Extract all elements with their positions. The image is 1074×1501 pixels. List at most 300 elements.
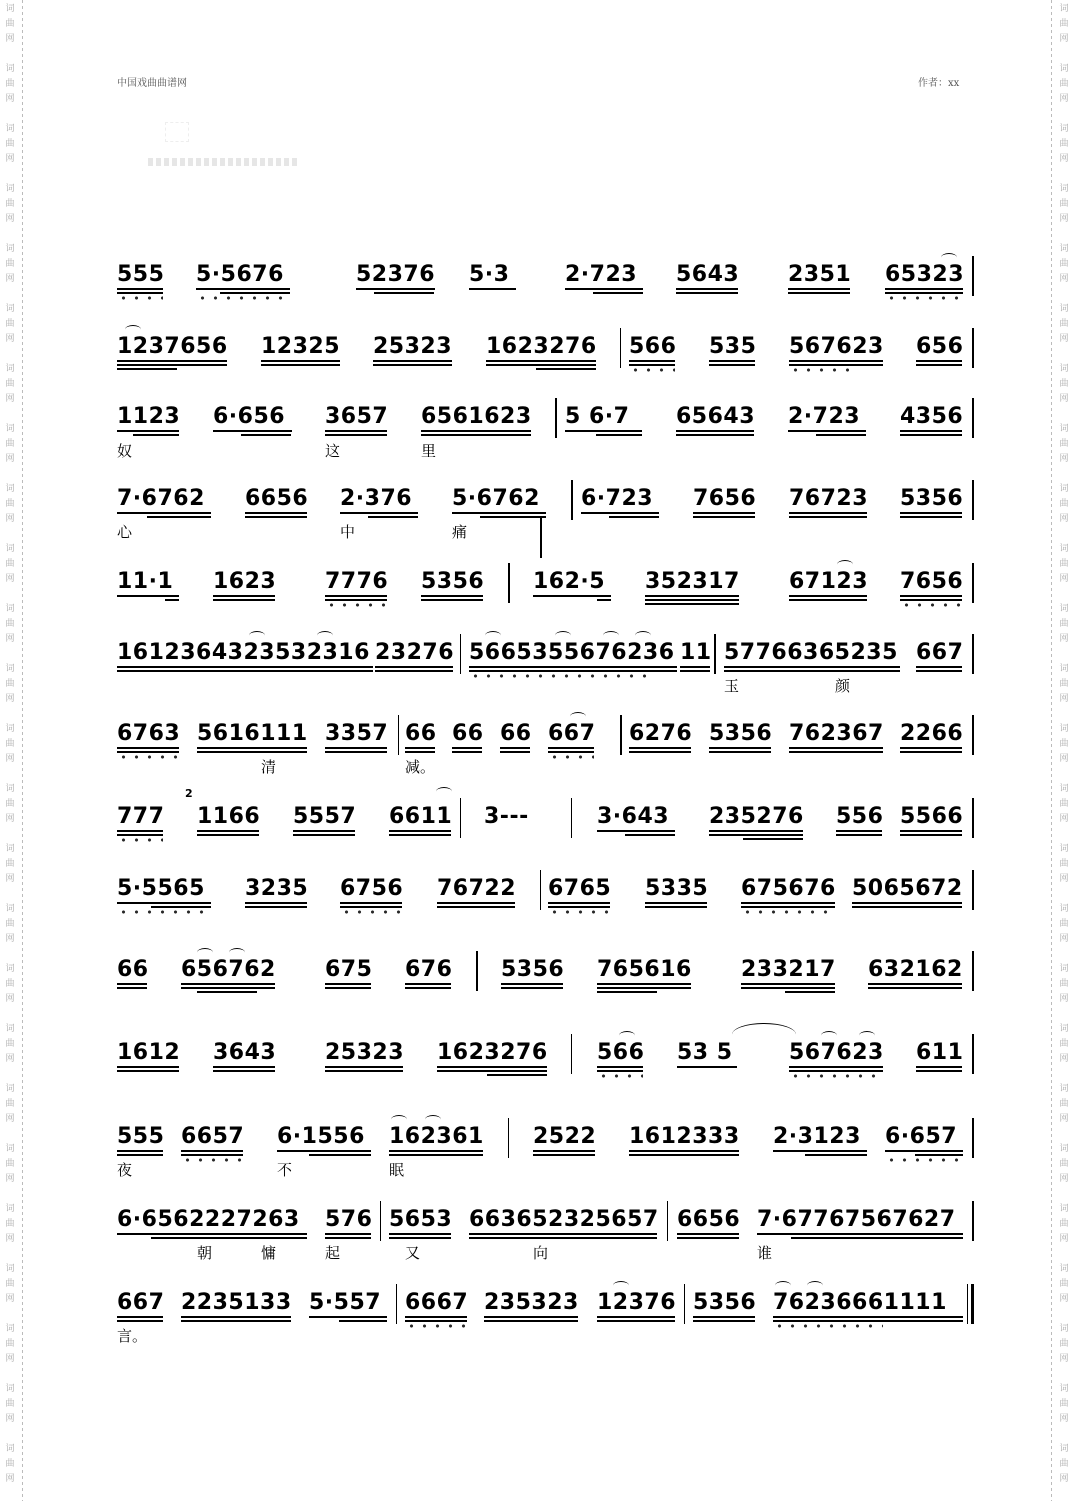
watermark-char: 词 [1059,1384,1069,1394]
final-bar-thin [967,1284,968,1324]
lyric: 又 [405,1244,421,1262]
watermark-char: 曲 [5,799,15,809]
note-digits: 76722 [437,876,517,901]
note-digits: 656762 [181,957,276,982]
bar-line [620,328,621,368]
lyric: 清 [261,758,277,776]
watermark-char: 网 [1059,754,1069,764]
note-digits: 5653 [389,1207,453,1232]
watermark-char: 曲 [5,1339,15,1349]
note-digits: 162·5 [533,569,606,594]
note-group [245,876,308,902]
watermark-char: 词 [1059,64,1069,74]
note-digits: 7·6762 [117,486,205,511]
watermark-char: 曲 [5,139,15,149]
note-group [325,569,388,595]
lyric: 起 [325,1244,341,1262]
watermark-char: 词 [5,1204,15,1214]
note-digits: 233217 [741,957,836,982]
note-group [916,334,963,360]
watermark-char: 词 [1059,904,1069,914]
bar-line [972,634,974,674]
note-group [900,486,963,512]
note-digits: 3--- [484,804,529,829]
note-group [213,1040,276,1066]
note-digits: 555 [117,1124,165,1149]
note-digits: 1623276 [437,1040,548,1065]
note-digits: 352317 [645,569,740,594]
watermark-char: 网 [1059,874,1069,884]
note-digits: 2·723 [565,262,638,287]
note-group [741,876,836,902]
note-group [629,334,676,360]
watermark-char: 网 [5,1114,15,1124]
note-group [117,486,205,512]
note-group [325,404,388,430]
watermark-char: 曲 [1059,619,1069,629]
watermark-char: 网 [1059,1474,1069,1484]
watermark-char: 网 [5,334,15,344]
watermark-char: 词 [5,424,15,434]
watermark-char: 曲 [1059,259,1069,269]
watermark-char: 曲 [5,319,15,329]
watermark-char: 网 [5,94,15,104]
watermark-char: 曲 [1059,19,1069,29]
note-group [677,1040,733,1066]
watermark-char: 网 [1059,214,1069,224]
note-group [325,957,372,983]
note-digits: 6·6562227263 [117,1207,300,1232]
watermark-char: 词 [5,484,15,494]
bar-line [571,1034,572,1074]
note-group [405,957,452,983]
note-group [676,262,739,288]
watermark-char: 网 [5,1354,15,1364]
watermark-char: 网 [1059,994,1069,1004]
note-group [117,1124,164,1150]
note-group [452,721,484,747]
watermark-char: 词 [1059,244,1069,254]
lyric: 不 [277,1161,293,1179]
note-group [245,486,308,512]
watermark-char: 网 [5,1174,15,1184]
note-digits: 6657 [181,1124,245,1149]
lyric: 这 [325,442,341,460]
note-digits: 656 [916,334,964,359]
note-group [900,804,963,830]
score-row-10 [0,957,1074,1037]
watermark-char: 词 [1059,1024,1069,1034]
score-row-13 [0,1207,1074,1287]
note-group [789,721,884,747]
score-row-12 [0,1124,1074,1204]
watermark-char: 网 [5,1474,15,1484]
note-digits: 576 [325,1207,373,1232]
watermark-char: 词 [5,604,15,614]
note-group [693,486,756,512]
note-group [356,262,435,288]
note-group [788,404,860,430]
note-digits: 3643 [213,1040,277,1065]
note-digits: 6763 [117,721,181,746]
score-row-14 [0,1290,1074,1370]
score-row-4 [0,486,1074,566]
watermark-char: 词 [1059,724,1069,734]
note-group [565,262,637,288]
note-digits: 66 [500,721,532,746]
note-digits: 6·1556 [277,1124,365,1149]
bar-line [714,634,716,674]
watermark-char: 网 [5,394,15,404]
watermark-char: 曲 [1059,739,1069,749]
bar-line [972,1201,974,1241]
bar-line [380,1201,381,1241]
watermark-char: 网 [5,574,15,584]
watermark-char: 网 [5,454,15,464]
watermark-char: 词 [1059,544,1069,554]
note-group [117,640,370,666]
watermark-char: 词 [5,844,15,854]
note-group [197,804,260,830]
watermark-char: 曲 [5,1219,15,1229]
note-digits: 5356 [501,957,565,982]
note-group [181,957,276,983]
note-digits: 4356 [900,404,964,429]
watermark-char: 词 [1059,304,1069,314]
watermark-char: 词 [5,1084,15,1094]
grace-note: 2 [185,787,193,800]
note-group [533,1124,596,1150]
note-group [484,804,529,830]
watermark-char: 词 [1059,1264,1069,1274]
watermark-char: 曲 [5,499,15,509]
watermark-char: 网 [1059,814,1069,824]
note-digits: 1623276 [486,334,597,359]
watermark-char: 曲 [5,1459,15,1469]
note-digits: 1166 [197,804,261,829]
note-group [500,721,532,747]
note-group [597,957,692,983]
watermark-char: 网 [5,274,15,284]
watermark-char: 网 [5,874,15,884]
watermark-char: 词 [5,1384,15,1394]
note-group [789,486,868,512]
note-group [900,721,963,747]
note-digits: 556 [836,804,884,829]
note-digits: 5065672 [852,876,963,901]
note-digits: 23276 [375,640,455,665]
watermark-char: 曲 [1059,799,1069,809]
bar-line [972,951,974,991]
note-digits: 535 [709,334,757,359]
note-digits: 555 [117,262,165,287]
note-group [789,334,884,360]
watermark-char: 网 [1059,514,1069,524]
note-group [852,876,963,902]
note-group [117,262,164,288]
note-group [916,1040,963,1066]
note-digits: 6611 [389,804,453,829]
note-group [325,1207,372,1233]
note-digits: 65323 [885,262,965,287]
lyric: 向 [533,1244,549,1262]
bar-line [396,1284,397,1324]
watermark-char: 网 [1059,1234,1069,1244]
note-digits: 5·557 [309,1290,382,1315]
header-author: 作者：xx [918,78,960,89]
lyric: 朝 [197,1244,213,1262]
note-group [548,721,595,747]
watermark-char: 曲 [1059,1279,1069,1289]
bar-line [684,1284,685,1324]
note-group [597,1290,676,1316]
note-group [452,486,540,512]
note-group [868,957,963,983]
watermark-char: 曲 [5,19,15,29]
note-digits: 1623 [213,569,277,594]
lyric: 奴 [117,442,133,460]
watermark-char: 曲 [1059,79,1069,89]
note-digits: 76236661111 [773,1290,947,1315]
note-group [117,1290,164,1316]
watermark-char: 网 [5,754,15,764]
note-group [197,721,308,747]
watermark-char: 网 [1059,574,1069,584]
score-row-5 [0,569,1074,649]
note-group [741,957,836,983]
note-digits: 3235 [245,876,309,901]
note-group [375,640,454,666]
watermark-char: 词 [1059,424,1069,434]
note-digits: 162361 [389,1124,484,1149]
watermark-char: 词 [1059,844,1069,854]
watermark-char: 词 [5,544,15,554]
note-group [645,876,708,902]
watermark-char: 网 [5,634,15,644]
note-digits: 7·67767567627 [757,1207,956,1232]
watermark-char: 词 [5,964,15,974]
note-digits: 67123 [789,569,869,594]
watermark-char: 曲 [1059,499,1069,509]
watermark-char: 曲 [1059,859,1069,869]
note-digits: 2·376 [340,486,413,511]
note-digits: 1612364323532316 [117,640,370,665]
watermark-char: 网 [1059,94,1069,104]
watermark-char: 曲 [5,559,15,569]
note-digits: 11 [680,640,712,665]
bar-line [620,715,622,755]
watermark-char: 词 [5,1024,15,1034]
watermark-char: 曲 [1059,979,1069,989]
note-digits: 6·657 [885,1124,958,1149]
note-group [469,1207,659,1233]
note-digits: 675 [325,957,373,982]
note-digits: 5557 [293,804,357,829]
note-digits: 53 5 [677,1040,733,1065]
note-group [117,404,180,430]
note-digits: 765616 [597,957,692,982]
watermark-char: 曲 [1059,1039,1069,1049]
watermark-char: 词 [5,724,15,734]
note-digits: 65643 [676,404,756,429]
watermark-char: 词 [5,64,15,74]
note-group [261,334,340,360]
lyric: 慵 [261,1244,277,1262]
note-group [709,804,804,830]
bar-line [508,563,510,603]
note-group [629,721,692,747]
note-digits: 777 [117,804,165,829]
note-group [325,721,388,747]
note-digits: 5·5565 [117,876,205,901]
note-digits: 235323 [484,1290,579,1315]
note-group [789,569,868,595]
bar-line [571,480,573,520]
note-digits: 6765 [548,876,612,901]
note-digits: 667 [117,1290,165,1315]
note-group [389,1124,484,1150]
note-group [277,1124,365,1150]
note-group [373,334,452,360]
watermark-char: 词 [5,1324,15,1334]
lyric: 言。 [117,1327,148,1345]
watermark-char: 词 [5,4,15,14]
note-digits: 5665355676236 [469,640,675,665]
bar-line [555,398,557,438]
lyric: 夜 [117,1161,133,1179]
note-digits: 762367 [789,721,884,746]
bar-line [508,1118,509,1158]
note-digits: 566 [629,334,677,359]
watermark-char: 网 [1059,1354,1069,1364]
watermark-char: 网 [1059,154,1069,164]
note-group [565,404,629,430]
note-digits: 6656 [245,486,309,511]
score-row-8 [0,804,1074,884]
watermark-char: 网 [5,934,15,944]
note-group [340,876,403,902]
bar-line [972,715,974,755]
note-group [213,569,276,595]
note-digits: 52376 [356,262,436,287]
note-group [788,262,851,288]
note-digits: 2·3123 [773,1124,861,1149]
watermark-char: 词 [5,1264,15,1274]
watermark-char: 网 [1059,34,1069,44]
watermark-char: 曲 [5,79,15,89]
note-digits: 5335 [645,876,709,901]
note-digits: 3657 [325,404,389,429]
note-digits: 25323 [325,1040,405,1065]
watermark-char: 词 [1059,1444,1069,1454]
watermark-char: 曲 [5,919,15,929]
note-group [469,640,675,666]
watermark-char: 网 [1059,1294,1069,1304]
note-group [900,404,963,430]
lyric: 减。 [405,758,436,776]
final-bar-thick [971,1284,974,1324]
bar-line [972,1034,974,1074]
watermark-char: 词 [5,904,15,914]
watermark-char: 词 [1059,4,1069,14]
note-group [533,569,605,595]
note-digits: 611 [916,1040,964,1065]
note-digits: 676 [405,957,453,982]
watermark-char: 曲 [1059,379,1069,389]
note-group [789,1040,884,1066]
note-digits: 5356 [900,486,964,511]
note-group [389,1207,452,1233]
watermark-char: 网 [5,154,15,164]
note-digits: 667 [548,721,596,746]
note-digits: 6·656 [213,404,286,429]
note-group [117,721,180,747]
score-row-11 [0,1040,1074,1120]
note-group [117,804,164,830]
watermark-char: 网 [1059,694,1069,704]
note-digits: 66 [405,721,437,746]
bar-line [540,870,541,910]
watermark-char: 词 [1059,604,1069,614]
note-digits: 2235133 [181,1290,292,1315]
note-digits: 566 [597,1040,645,1065]
note-digits: 3·643 [597,804,670,829]
watermark-char: 词 [5,184,15,194]
watermark-char: 词 [1059,1324,1069,1334]
note-group [309,1290,381,1316]
note-group [676,404,755,430]
watermark-char: 词 [5,124,15,134]
lyric: 中 [340,523,356,541]
note-digits: 5·5676 [196,262,284,287]
note-group [325,1040,404,1066]
note-group [885,1124,957,1150]
note-group [645,569,740,595]
note-digits: 667 [916,640,964,665]
watermark-char: 曲 [1059,1339,1069,1349]
note-digits: 66 [117,957,149,982]
lyric: 眠 [389,1161,405,1179]
watermark-char: 曲 [1059,319,1069,329]
watermark-char: 曲 [5,619,15,629]
note-group [709,334,756,360]
note-digits: 7656 [900,569,964,594]
note-digits: 3357 [325,721,389,746]
watermark-char: 曲 [1059,1399,1069,1409]
watermark-char: 词 [1059,124,1069,134]
score-row-9 [0,876,1074,956]
watermark-char: 网 [5,694,15,704]
watermark-char: 网 [5,994,15,1004]
watermark-char: 词 [1059,964,1069,974]
watermark-char: 网 [5,1294,15,1304]
watermark-char: 曲 [1059,559,1069,569]
watermark-char: 网 [1059,394,1069,404]
note-digits: 1237656 [117,334,228,359]
score-row-2 [0,334,1074,414]
watermark-char: 曲 [1059,1219,1069,1229]
note-group [117,1040,180,1066]
lyric: 心 [117,523,133,541]
watermark-char: 词 [1059,364,1069,374]
note-group [213,404,285,430]
note-digits: 5356 [421,569,485,594]
bar-line [972,870,974,910]
note-group [421,404,532,430]
note-group [693,1290,756,1316]
watermark-char: 词 [1059,184,1069,194]
note-group [724,640,898,666]
